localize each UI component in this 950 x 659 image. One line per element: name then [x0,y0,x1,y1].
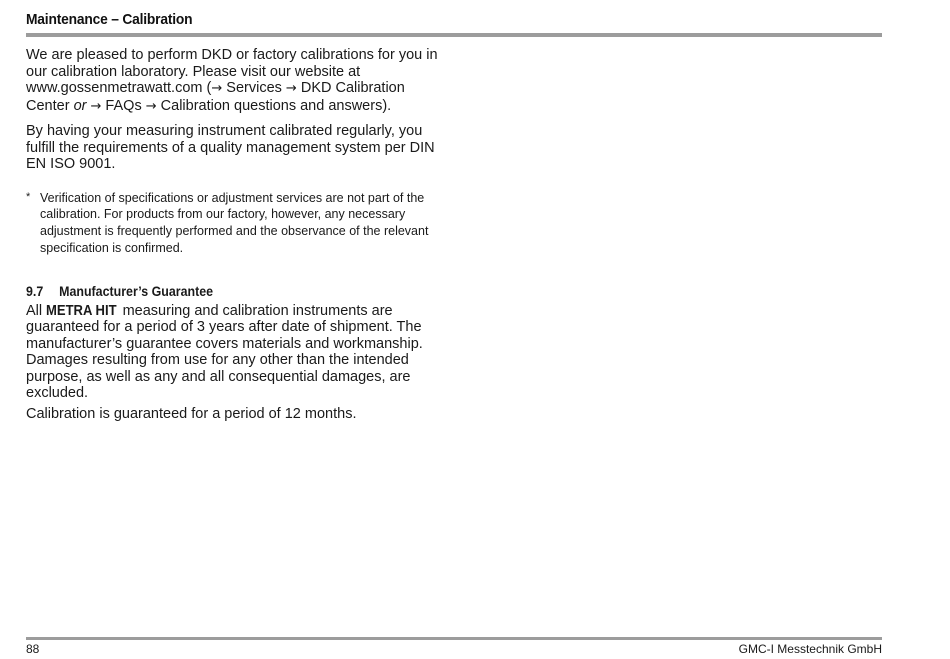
guarantee-lead: All [26,302,47,319]
section-number: 9.7 [26,283,44,299]
calibration-paragraph [26,47,451,115]
calibration-text-intro: We are pleased to perform DKD or factory calibrations for you in our calibration laboratory. Please visit our website at www.gossenmetrawatt.com ( [26,47,438,96]
company-name: GMC-I Messtechnik GmbH [738,642,882,656]
page-number: 88 [26,642,40,656]
or-text: or [73,97,87,114]
arrow-right-icon: → [285,81,297,96]
arrow-right-icon: → [145,98,157,114]
page-header [26,10,882,30]
brand-name: METRA HIT [46,302,117,319]
footer-rule [26,637,882,640]
guarantee-paragraph [26,303,451,402]
page-footer [26,642,882,656]
main-content [26,47,451,426]
arrow-right-icon: → [90,98,102,114]
dkd-calibration-text: DKD Calibration Center [26,80,405,114]
footnote-text: Verification of specifications or adjustment services are not part of the calibration. For products from our factory, however, any necessary adjustment is frequently performed and the observance of the relevant specification is confirmed. [40,190,429,255]
guarantee-body: measuring and calibration instruments are guaranteed for a period of 3 years after date of shipment. The manufacturer’s guarantee covers materials and workmanship. Damages resulting from use for any other than the intended purpose, as well as any and all consequential damages, are excluded. [26,302,423,402]
header-rule [26,33,882,37]
calibration-qa-text: Calibration questions and answers). [156,97,392,114]
footnote-asterisk: * [26,190,31,203]
section-title: Manufacturer’s Guarantee [59,283,214,299]
services-text: Services [222,80,286,96]
footnote [26,190,451,257]
section-heading-guarantee [26,283,417,301]
faqs-text: FAQs [101,97,146,114]
arrow-right-icon: → [211,81,223,96]
page-title: Maintenance – Calibration [26,11,193,28]
quality-management-paragraph: By having your measuring instrument calibrated regularly, you fulfill the requirements of a quality management system per DIN EN ISO 9001. [26,123,435,172]
calibration-guarantee-paragraph: Calibration is guaranteed for a period of 12 months. [26,405,357,422]
